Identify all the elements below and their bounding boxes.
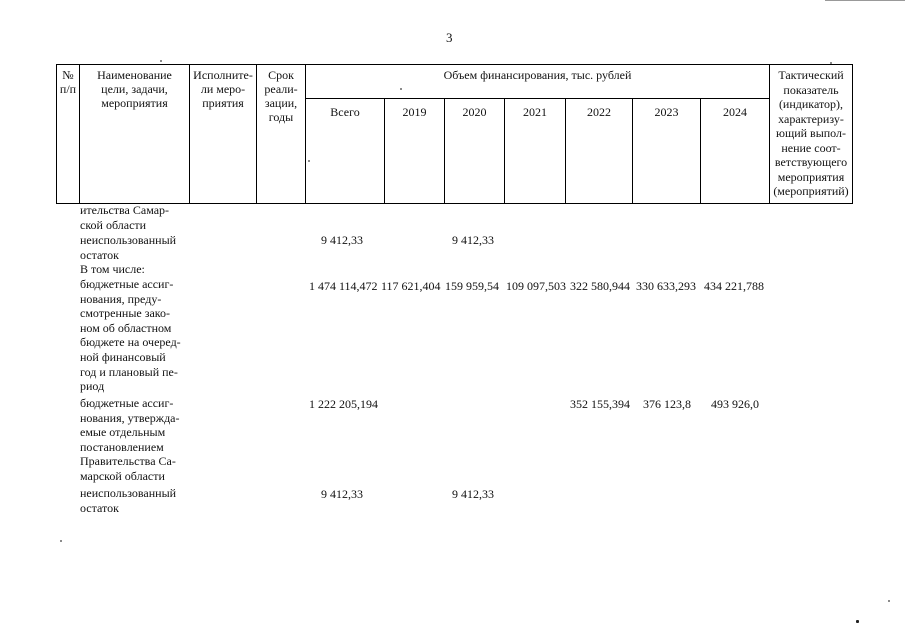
row-value-2022: 352 155,394 <box>570 397 630 411</box>
scan-speck <box>400 88 402 90</box>
header-num: № п/п <box>57 65 80 204</box>
scan-speck <box>60 540 62 542</box>
row-label: бюджетные ассиг- нования, утвержда- емые отдельным постановлением Правительства Са- марской области <box>80 396 180 483</box>
header-year-2024: 2024 <box>701 99 770 204</box>
header-executor: Исполните- ли меро- приятия <box>190 65 257 204</box>
row-value-2021: 109 097,503 <box>506 279 566 293</box>
header-year-2022: 2022 <box>566 99 633 204</box>
row-value-2020: 9 412,33 <box>452 233 494 247</box>
header-year-2021: 2021 <box>505 99 566 204</box>
row-label: В том числе: <box>80 262 145 276</box>
header-indicator: Тактический показатель (индикатор), характеризу- ющий выпол- нение соот- ветствующего мероприятия (мероприятий) <box>770 65 853 204</box>
row-label: бюджетные ассиг- нования, преду- смотренные зако- ном об областном бюджете на очеред- ной финансовый год и плановый пе- риод <box>80 277 181 394</box>
top-edge-line <box>825 0 905 1</box>
row-label: ительства Самар- ской области <box>80 203 170 232</box>
header-year-2019: 2019 <box>385 99 445 204</box>
row-value-2020: 159 959,54 <box>445 279 499 293</box>
row-label: неиспользованный остаток <box>80 486 177 515</box>
header-financing: Объем финансирования, тыс. рублей <box>306 65 770 99</box>
row-value-2023: 330 633,293 <box>636 279 696 293</box>
header-year-2020: 2020 <box>445 99 505 204</box>
scan-speck <box>856 620 859 623</box>
header-name: Наименование цели, задачи, мероприятия <box>80 65 190 204</box>
table-header <box>56 64 853 204</box>
row-value-total: 1 222 205,194 <box>309 397 378 411</box>
row-value-2023: 376 123,8 <box>643 397 691 411</box>
header-year-2023: 2023 <box>633 99 701 204</box>
row-label: неиспользованный остаток <box>80 233 177 262</box>
row-value-total: 1 474 114,472 <box>309 279 378 293</box>
header-total: Всего <box>306 99 385 204</box>
row-value-2024: 493 926,0 <box>711 397 759 411</box>
scan-speck <box>160 60 162 62</box>
row-value-2024: 434 221,788 <box>704 279 764 293</box>
scan-speck <box>830 62 832 64</box>
row-value-total: 9 412,33 <box>321 487 363 501</box>
row-value-total: 9 412,33 <box>321 233 363 247</box>
scan-speck <box>308 160 310 162</box>
page-number: 3 <box>446 30 453 45</box>
row-value-2019: 117 621,404 <box>381 279 441 293</box>
header-term: Срок реали- зации, годы <box>257 65 306 204</box>
row-value-2022: 322 580,944 <box>570 279 630 293</box>
row-value-2020: 9 412,33 <box>452 487 494 501</box>
scan-speck <box>888 600 890 602</box>
